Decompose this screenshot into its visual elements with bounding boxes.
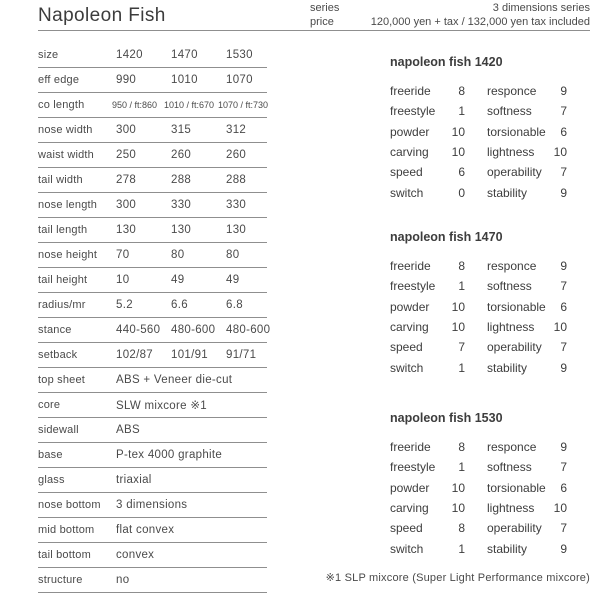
rating-pair-left	[390, 186, 465, 200]
spec-value: 315	[171, 124, 192, 136]
rating-label: freeride	[390, 84, 431, 99]
spec-label: mid bottom	[38, 524, 95, 536]
rating-pair-left	[390, 279, 465, 293]
table-row	[38, 68, 267, 93]
rating-pair-right	[487, 340, 567, 354]
rating-row	[390, 182, 567, 202]
rating-label: switch	[390, 185, 424, 200]
rating-row	[390, 538, 567, 558]
table-row	[38, 443, 267, 468]
rating-pair-left	[390, 521, 465, 535]
table-row	[38, 243, 267, 268]
rating-value: 7	[560, 340, 567, 355]
rating-label: stability	[487, 185, 528, 200]
spec-value: no	[116, 574, 130, 586]
price-label: price	[310, 16, 334, 28]
spec-value: triaxial	[116, 474, 152, 486]
rating-pair-left	[390, 340, 465, 354]
spec-value: 102/87	[116, 349, 153, 361]
rating-label: torsionable	[487, 124, 546, 139]
spec-value: 1070	[226, 74, 253, 86]
rating-block	[390, 410, 567, 559]
rating-pair-left	[390, 542, 465, 556]
rating-pair-right	[487, 320, 567, 334]
rating-pair-left	[390, 440, 465, 454]
rating-label: freeride	[390, 440, 431, 455]
rating-row	[390, 437, 567, 457]
spec-label: waist width	[38, 149, 94, 161]
spec-label: co length	[38, 99, 85, 111]
spec-value: 80	[226, 249, 240, 261]
rating-label: stability	[487, 360, 528, 375]
rating-value: 7	[560, 460, 567, 475]
rating-value: 10	[553, 501, 567, 516]
table-row	[38, 93, 267, 118]
spec-value: 300	[116, 199, 137, 211]
spec-label: tail width	[38, 174, 83, 186]
table-row	[38, 193, 267, 218]
rating-row	[390, 81, 567, 101]
spec-label: radius/mr	[38, 299, 86, 311]
rating-value: 10	[451, 501, 465, 516]
table-row	[38, 468, 267, 493]
spec-label: setback	[38, 349, 78, 361]
rating-pair-right	[487, 521, 567, 535]
rating-row	[390, 122, 567, 142]
spec-value: 80	[171, 249, 185, 261]
spec-value: 49	[226, 274, 240, 286]
rating-row	[390, 162, 567, 182]
rating-pair-right	[487, 501, 567, 515]
rating-label: powder	[390, 480, 430, 495]
spec-value: 1530	[226, 49, 253, 61]
rating-block-title: napoleon fish 1470	[390, 230, 503, 244]
rating-label: speed	[390, 521, 423, 536]
table-row	[38, 518, 267, 543]
rating-pair-left	[390, 84, 465, 98]
rating-row	[390, 297, 567, 317]
rating-pair-left	[390, 259, 465, 273]
spec-value: 91/71	[226, 349, 257, 361]
rating-value: 6	[560, 480, 567, 495]
rating-value: 10	[553, 145, 567, 160]
spec-value: convex	[116, 549, 155, 561]
rating-pair-right	[487, 542, 567, 556]
rating-pair-right	[487, 279, 567, 293]
rating-label: carving	[390, 501, 429, 516]
spec-label: base	[38, 449, 63, 461]
spec-value: 1010	[171, 74, 198, 86]
table-row	[38, 43, 267, 68]
rating-label: responce	[487, 259, 537, 274]
rating-row	[390, 357, 567, 377]
table-row	[38, 318, 271, 343]
rating-pair-left	[390, 501, 465, 515]
rating-pair-left	[390, 145, 465, 159]
spec-table	[38, 43, 271, 593]
table-row	[38, 218, 267, 243]
rating-row	[390, 142, 567, 162]
header-divider	[38, 30, 590, 31]
spec-label: stance	[38, 324, 72, 336]
table-row	[38, 393, 267, 418]
rating-pair-left	[390, 300, 465, 314]
spec-label: nose height	[38, 249, 98, 261]
rating-label: freestyle	[390, 279, 436, 294]
spec-value: 250	[116, 149, 137, 161]
rating-value: 1	[458, 541, 465, 556]
spec-value: ABS	[116, 424, 140, 436]
table-row	[38, 268, 267, 293]
spec-label: tail bottom	[38, 549, 91, 561]
spec-value: 70	[116, 249, 130, 261]
rating-label: operability	[487, 340, 542, 355]
rating-value: 9	[560, 541, 567, 556]
rating-value: 9	[560, 84, 567, 99]
rating-value: 8	[458, 259, 465, 274]
spec-label: size	[38, 49, 59, 61]
rating-label: softness	[487, 279, 532, 294]
rating-label: powder	[390, 124, 430, 139]
rating-value: 10	[451, 124, 465, 139]
spec-value: 330	[226, 199, 247, 211]
rating-block-title: napoleon fish 1420	[390, 55, 503, 69]
spec-value: flat convex	[116, 524, 175, 536]
spec-value: SLW mixcore ※1	[116, 400, 207, 412]
spec-label: tail height	[38, 274, 88, 286]
price-value: 120,000 yen + tax / 132,000 yen tax included	[370, 16, 590, 28]
rating-label: freestyle	[390, 104, 436, 119]
rating-value: 10	[451, 145, 465, 160]
rating-pair-right	[487, 104, 567, 118]
spec-label: eff edge	[38, 74, 80, 86]
rating-row	[390, 518, 567, 538]
spec-value: 101/91	[171, 349, 208, 361]
spec-value: 6.8	[226, 299, 243, 311]
page-title: Napoleon Fish	[38, 5, 166, 26]
rating-label: freestyle	[390, 460, 436, 475]
rating-label: responce	[487, 84, 537, 99]
rating-value: 10	[553, 320, 567, 335]
rating-value: 7	[458, 340, 465, 355]
rating-label: speed	[390, 165, 423, 180]
rating-label: carving	[390, 145, 429, 160]
rating-label: freeride	[390, 259, 431, 274]
header-series-price	[310, 1, 590, 29]
table-row	[38, 143, 267, 168]
rating-pair-left	[390, 320, 465, 334]
table-row	[38, 493, 267, 518]
rating-row	[390, 457, 567, 477]
spec-value: 950 / ft:860	[112, 100, 158, 110]
rating-value: 6	[560, 299, 567, 314]
rating-label: softness	[487, 104, 532, 119]
rating-row	[390, 337, 567, 357]
rating-value: 0	[458, 185, 465, 200]
rating-label: operability	[487, 521, 542, 536]
spec-value: 300	[116, 124, 137, 136]
spec-value: 1010 / ft:670	[164, 100, 215, 110]
rating-value: 10	[451, 480, 465, 495]
spec-value: 288	[171, 174, 192, 186]
spec-value: 260	[171, 149, 192, 161]
spec-value: 990	[116, 74, 137, 86]
spec-value: 1470	[171, 49, 198, 61]
rating-pair-right	[487, 300, 567, 314]
spec-value: 5.2	[116, 299, 133, 311]
spec-value: 480-600	[226, 324, 271, 336]
rating-label: switch	[390, 541, 424, 556]
rating-row	[390, 256, 567, 276]
spec-value: 49	[171, 274, 185, 286]
series-value: 3 dimensions series	[492, 2, 590, 14]
rating-value: 7	[560, 521, 567, 536]
spec-value: 288	[226, 174, 247, 186]
rating-pair-right	[487, 361, 567, 375]
rating-value: 7	[560, 279, 567, 294]
rating-value: 1	[458, 460, 465, 475]
rating-block-title: napoleon fish 1530	[390, 411, 503, 425]
rating-row	[390, 498, 567, 518]
rating-row	[390, 276, 567, 296]
rating-value: 9	[560, 440, 567, 455]
table-row	[38, 368, 267, 393]
rating-pair-left	[390, 104, 465, 118]
spec-value: 260	[226, 149, 247, 161]
rating-label: operability	[487, 165, 542, 180]
table-row	[38, 568, 267, 593]
series-label: series	[310, 2, 340, 14]
rating-row	[390, 101, 567, 121]
spec-value: 1420	[116, 49, 143, 61]
rating-label: lightness	[487, 145, 535, 160]
table-row	[38, 118, 267, 143]
rating-pair-left	[390, 460, 465, 474]
spec-value: 130	[116, 224, 137, 236]
rating-label: powder	[390, 299, 430, 314]
rating-pair-right	[487, 186, 567, 200]
spec-value: 312	[226, 124, 247, 136]
spec-value: 130	[226, 224, 247, 236]
spec-value: 6.6	[171, 299, 188, 311]
rating-row	[390, 478, 567, 498]
rating-value: 9	[560, 360, 567, 375]
spec-value: ABS + Veneer die-cut	[116, 374, 233, 386]
rating-pair-left	[390, 481, 465, 495]
rating-label: torsionable	[487, 299, 546, 314]
spec-label: core	[38, 399, 61, 411]
rating-value: 9	[560, 185, 567, 200]
rating-value: 7	[560, 104, 567, 119]
spec-label: glass	[38, 474, 65, 486]
table-row	[38, 543, 267, 568]
rating-pair-right	[487, 165, 567, 179]
spec-value: 278	[116, 174, 137, 186]
rating-block	[390, 229, 567, 378]
rating-value: 1	[458, 279, 465, 294]
spec-value: 10	[116, 274, 130, 286]
series-row	[310, 1, 590, 15]
rating-pair-left	[390, 165, 465, 179]
rating-value: 9	[560, 259, 567, 274]
spec-value: 440-560	[116, 324, 161, 336]
spec-label: nose length	[38, 199, 98, 211]
rating-label: lightness	[487, 320, 535, 335]
rating-label: lightness	[487, 501, 535, 516]
rating-row	[390, 317, 567, 337]
rating-label: carving	[390, 320, 429, 335]
rating-label: switch	[390, 360, 424, 375]
rating-label: softness	[487, 460, 532, 475]
spec-label: top sheet	[38, 374, 86, 386]
rating-label: torsionable	[487, 480, 546, 495]
rating-pair-right	[487, 84, 567, 98]
rating-value: 8	[458, 440, 465, 455]
table-row	[38, 293, 267, 318]
spec-value: 3 dimensions	[116, 499, 188, 511]
table-row	[38, 418, 267, 443]
rating-label: responce	[487, 440, 537, 455]
rating-value: 7	[560, 165, 567, 180]
spec-value: 330	[171, 199, 192, 211]
rating-value: 1	[458, 104, 465, 119]
rating-value: 8	[458, 84, 465, 99]
rating-block	[390, 54, 567, 203]
rating-pair-left	[390, 361, 465, 375]
table-row	[38, 168, 267, 193]
spec-label: sidewall	[38, 424, 79, 436]
spec-label: tail length	[38, 224, 88, 236]
rating-pair-right	[487, 460, 567, 474]
rating-value: 6	[458, 165, 465, 180]
price-row	[310, 15, 590, 29]
rating-pair-right	[487, 259, 567, 273]
rating-pair-right	[487, 440, 567, 454]
rating-pair-right	[487, 481, 567, 495]
rating-value: 6	[560, 124, 567, 139]
rating-value: 1	[458, 360, 465, 375]
rating-value: 10	[451, 299, 465, 314]
rating-pair-right	[487, 145, 567, 159]
spec-value: 1070 / ft:730	[218, 100, 269, 110]
spec-label: nose width	[38, 124, 93, 136]
rating-pair-right	[487, 125, 567, 139]
rating-pair-left	[390, 125, 465, 139]
rating-label: speed	[390, 340, 423, 355]
rating-value: 8	[458, 521, 465, 536]
spec-label: structure	[38, 574, 83, 586]
spec-label: nose bottom	[38, 499, 101, 511]
rating-value: 10	[451, 320, 465, 335]
footnote: ※1 SLP mixcore (Super Light Performance mixcore)	[325, 572, 590, 584]
spec-value: 130	[171, 224, 192, 236]
spec-value: 480-600	[171, 324, 216, 336]
rating-label: stability	[487, 541, 528, 556]
table-row	[38, 343, 267, 368]
spec-value: P-tex 4000 graphite	[116, 449, 223, 461]
